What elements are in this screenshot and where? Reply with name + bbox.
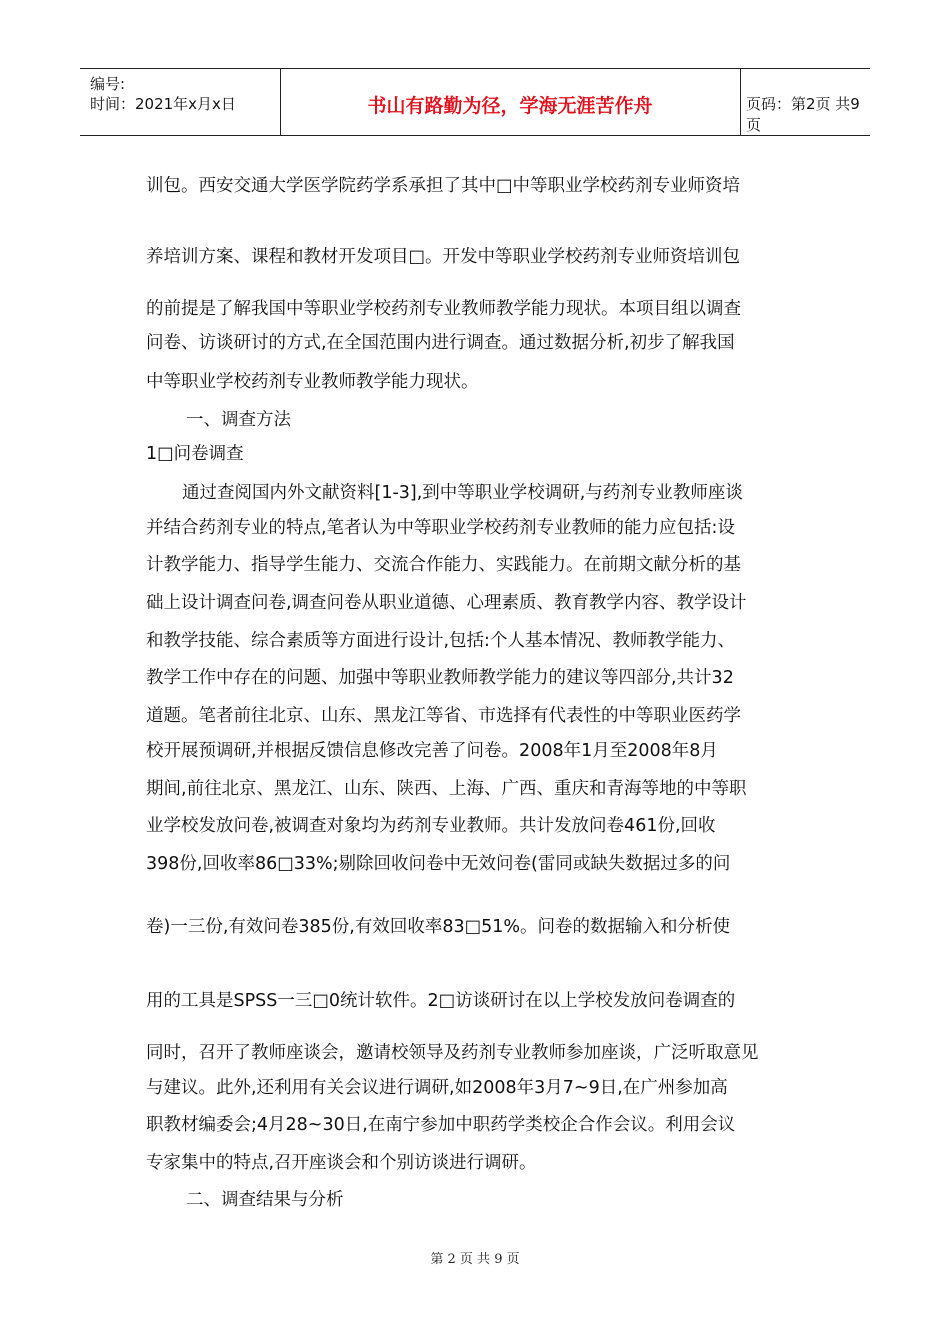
body-line: 与建议。此外,还利用有关会议进行调研,如2008年3月7~9日,在广州参加高 <box>146 1078 728 1098</box>
body-line: 中等职业学校药剂专业教师教学能力现状。 <box>146 372 479 392</box>
section-heading: 一、调查方法 <box>186 410 291 430</box>
body-line: 同时，召开了教师座谈会，邀请校领导及药剂专业教师参加座谈，广泛听取意见 <box>146 1043 759 1063</box>
document-time-label: 时间：2021年x月x日 <box>90 95 236 113</box>
body-line: 教学工作中存在的问题、加强中等职业教师教学能力的建议等四部分,共计32 <box>146 668 734 688</box>
page-footer: 第 2 页 共 9 页 <box>430 1252 520 1267</box>
body-line: 并结合药剂专业的特点,笔者认为中等职业学校药剂专业教师的能力应包括:设 <box>146 518 735 538</box>
body-line: 和教学技能、综合素质等方面进行设计,包括:个人基本情况、教师教学能力、 <box>146 631 735 651</box>
body-line: 问卷、访谈研讨的方式,在全国范围内进行调查。通过数据分析,初步了解我国 <box>146 333 735 353</box>
body-line: 业学校发放问卷,被调查对象均为药剂专业教师。共计发放问卷461份,回收 <box>146 816 716 836</box>
body-line: 道题。笔者前往北京、山东、黑龙江等省、市选择有代表性的中等职业医药学 <box>146 706 741 726</box>
body-line: 期间,前往北京、黑龙江、山东、陕西、上海、广西、重庆和青海等地的中等职 <box>146 779 747 799</box>
header-info-cell <box>80 69 281 135</box>
body-line: 校开展预调研,并根据反馈信息修改完善了问卷。2008年1月至2008年8月 <box>146 741 718 761</box>
document-number-label: 编号: <box>90 75 126 93</box>
body-line: 养培训方案、课程和教材开发项目□。开发中等职业学校药剂专业师资培训包 <box>146 247 741 267</box>
header-page-number: 页码：第2页 共9页 <box>746 95 860 134</box>
body-line: 的前提是了解我国中等职业学校药剂专业教师教学能力现状。本项目组以调查 <box>146 299 741 319</box>
page-header <box>80 68 870 136</box>
body-line: 卷)一三份,有效问卷385份,有效回收率83□51%。问卷的数据输入和分析使 <box>146 917 731 937</box>
header-motto: 书山有路勤为径，学海无涯苦作舟 <box>367 95 653 117</box>
body-line: 计教学能力、指导学生能力、交流合作能力、实践能力。在前期文献分析的基 <box>146 555 741 575</box>
section-heading: 二、调查结果与分析 <box>186 1190 344 1210</box>
subsection-heading: 1□问卷调查 <box>146 444 244 464</box>
body-line: 础上设计调查问卷,调查问卷从职业道德、心理素质、教育教学内容、教学设计 <box>146 593 747 613</box>
body-line: 通过查阅国内外文献资料[1-3],到中等职业学校调研,与药剂专业教师座谈 <box>182 483 743 503</box>
body-line: 398份,回收率86□33%;剔除回收问卷中无效问卷(雷同或缺失数据过多的问 <box>146 854 731 874</box>
body-line: 职教材编委会;4月28~30日,在南宁参加中职药学类校企合作会议。利用会议 <box>146 1115 736 1135</box>
body-line: 训包。西安交通大学医学院药学系承担了其中□中等职业学校药剂专业师资培 <box>146 176 741 196</box>
header-motto-cell <box>280 69 741 135</box>
body-line: 用的工具是SPSS一三□0统计软件。2□访谈研讨在以上学校发放问卷调查的 <box>146 991 736 1011</box>
body-line: 专家集中的特点,召开座谈会和个别访谈进行调研。 <box>146 1153 537 1173</box>
header-page-cell <box>740 69 870 135</box>
